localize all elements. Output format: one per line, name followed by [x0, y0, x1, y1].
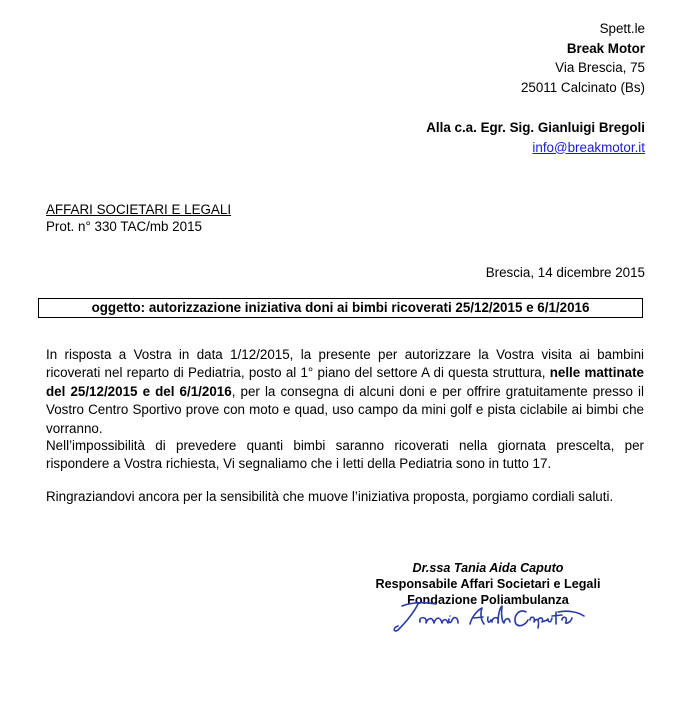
- paragraph-2-text: Nell’impossibilità di prevedere quanti bimbi saranno ricoverati nella giornata prescelta, per rispondere a Vostra richiesta, Vi segnaliamo che i letti della Pediatria sono in tutto 17.: [46, 438, 644, 472]
- subject-box: [38, 298, 643, 318]
- recipient-company: Break Motor: [566, 40, 645, 56]
- protocol-number: Prot. n° 330 TAC/mb 2015: [46, 219, 202, 234]
- recipient-street: Via Brescia, 75: [555, 60, 645, 75]
- attention-block: [426, 118, 645, 157]
- body-paragraph-3: [46, 488, 644, 506]
- recipient-block: [521, 19, 645, 97]
- recipient-attention: Alla c.a. Egr. Sig. Gianluigi Bregoli: [426, 120, 645, 135]
- department-block: [46, 201, 231, 235]
- signatory-name: Dr.ssa Tania Aida Caputo: [412, 561, 564, 575]
- paragraph-1-bold: nelle mattinate del 25/12/2015 e del 6/1/2016: [46, 365, 644, 399]
- department-name: AFFARI SOCIETARI E LEGALI: [46, 202, 232, 217]
- handwritten-signature: [388, 598, 588, 636]
- subject-text: oggetto: autorizzazione iniziativa doni ai bimbi ricoverati 25/12/2015 e 6/1/2016: [91, 300, 590, 315]
- paragraph-1-text: In risposta a Vostra in data 1/12/2015, la presente per autorizzare la Vostra visita ai bambini ricoverati nel reparto di Pediatria, posto al 1° piano del settore A di questa struttura,: [46, 347, 644, 381]
- recipient-email-link[interactable]: info@breakmotor.it: [532, 139, 645, 155]
- paragraph-1-text-end: , per la consegna di alcuni doni e per offrire gratuitamente presso il Vostro Centro Sportivo prove con moto e quad, uso campo da mini golf e pista ciclabile ai bimbi che vorranno.: [46, 383, 644, 436]
- body-paragraph-2: [46, 437, 644, 474]
- date-line: Brescia, 14 dicembre 2015: [485, 265, 645, 280]
- recipient-city: 25011 Calcinato (Bs): [520, 79, 645, 95]
- recipient-salutation: Spett.le: [599, 21, 645, 36]
- signatory-organization: Fondazione Poliambulanza: [407, 593, 569, 607]
- body-paragraph-1: [46, 346, 644, 438]
- paragraph-3-text: Ringraziandovi ancora per la sensibilità che muove l’iniziativa proposta, porgiamo cordiali saluti.: [46, 489, 614, 504]
- signatory-role: Responsabile Affari Societari e Legali: [375, 577, 601, 591]
